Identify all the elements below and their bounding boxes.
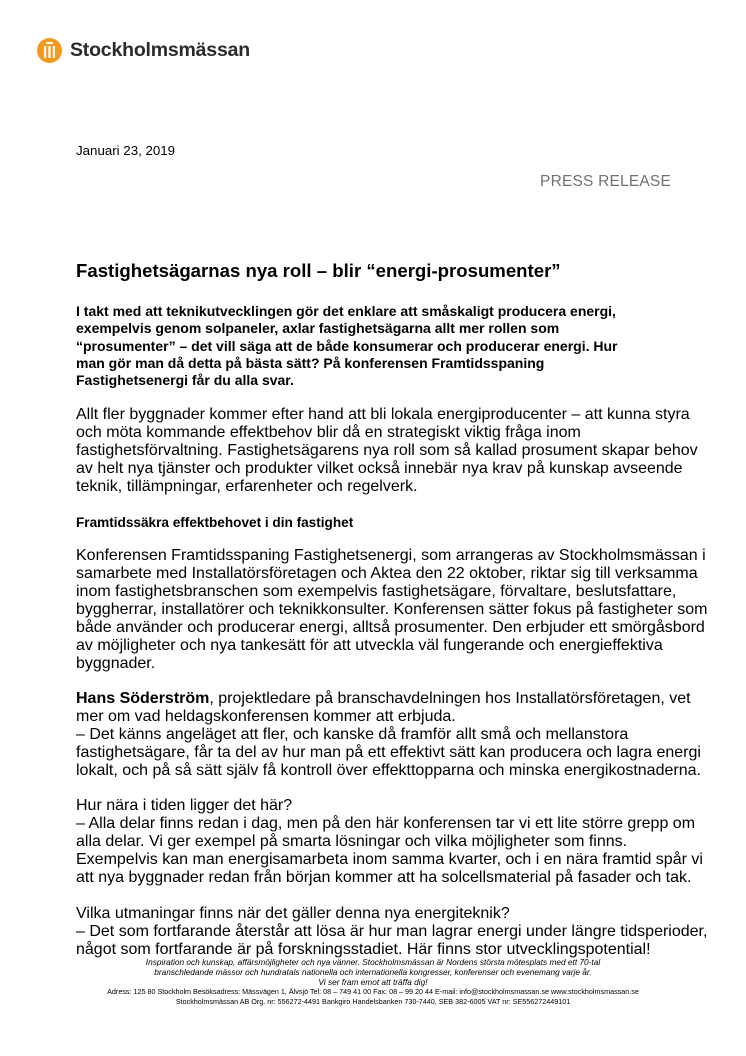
lead-line: man gör man då detta på bästa sätt? På konferensen Framtidsspaning bbox=[76, 354, 545, 371]
text-line: – Alla delar finns redan i dag, men på den här konferensen tar vi ett lite större grepp om bbox=[76, 815, 696, 833]
footer-tagline: Vi ser fram emot att träffa dig! bbox=[318, 977, 428, 987]
page-footer bbox=[0, 957, 746, 1006]
text-line: att nya byggnader redan från början kommer att ha solcellsmaterial på fasader och tak. bbox=[76, 869, 692, 887]
lead-paragraph bbox=[76, 303, 676, 389]
text-line: – Det som fortfarande återstår att lösa är hur man lagrar energi under längre tidsperioder, bbox=[76, 922, 708, 940]
paragraph-2 bbox=[76, 546, 708, 673]
footer-address: Adress: 125 80 Stockholm Besöksadress: Mässvägen 1, Älvsjö Tel: 08 – 749 41 00 Fax: 08 – 99 20 44 E-mail: info@stockholmsmassan.se www.stockholmsmassan.se bbox=[107, 987, 639, 996]
lead-line: I takt med att teknikutvecklingen gör det enklare att småskaligt producera energi, bbox=[76, 303, 616, 319]
text-line: fastighetsägare, får ta del av hur man på ett effektivt sätt kan producera och lagra energi bbox=[76, 744, 701, 762]
text-line: Allt fler byggnader kommer efter hand att bli lokala energiproducenter – att kunna styra bbox=[76, 406, 690, 424]
text-line: och möta kommande effektbehov blir då en strategiskt viktig fråga inom bbox=[76, 424, 581, 442]
text-line: inom fastighetsbranschen som exempelvis fastighetsägare, förvaltare, beslutsfattare, bbox=[76, 582, 677, 600]
text-line: Vilka utmaningar finns när det gäller denna nya energiteknik? bbox=[76, 904, 510, 922]
text-line: både använder och producerar energi, alltså prosumenter. Den erbjuder ett smörgåsbord bbox=[76, 618, 705, 636]
text-line: alla delar. Vi ger exempel på smarta lösningar och vilka möjligheter som finns. bbox=[76, 833, 628, 851]
paragraph-1 bbox=[76, 406, 698, 496]
text-line bbox=[76, 690, 691, 708]
article-title: Fastighetsägarnas nya roll – blir “energi-prosumenter” bbox=[76, 260, 561, 281]
text-line: Exempelvis kan man energisamarbeta inom samma kvarter, och i en nära framtid spår vi bbox=[76, 851, 703, 869]
lead-line: exempelvis genom solpaneler, axlar fastighetsägarna allt mer rollen som bbox=[76, 320, 560, 337]
footer-tagline: Inspiration och kunskap, affärsmöjligheter och nya vänner. Stockholmsmässan är Nordens största mötesplats med ett 70-tal bbox=[145, 957, 601, 967]
text-line: samarbete med Installatörsföretagen och Aktea den 22 oktober, riktar sig till verksamma bbox=[76, 564, 698, 582]
brand-name: Stockholmsmässan bbox=[70, 39, 250, 61]
person-name: Hans Söderström bbox=[76, 690, 210, 708]
press-release-label: PRESS RELEASE bbox=[540, 173, 671, 190]
release-date: Januari 23, 2019 bbox=[76, 143, 176, 158]
subheading: Framtidssäkra effektbehovet i din fastighet bbox=[76, 514, 354, 530]
text-line: mer om vad heldagskonferensen kommer att erbjuda. bbox=[76, 708, 456, 726]
text-line: lokalt, och på så sätt själv få kontroll över effekttopparna och minska energikostnaderna. bbox=[76, 762, 701, 780]
text-line: byggnader. bbox=[76, 654, 156, 672]
article-body bbox=[76, 260, 708, 976]
text-line: – Det känns angeläget att fler, och kanske då framför allt små och mellanstora bbox=[76, 726, 629, 744]
text-line: något som fortfarande är på forskningsstadiet. Här finns stor utvecklingspotential! bbox=[76, 940, 651, 958]
brand-logo-icon bbox=[37, 38, 62, 63]
text-line: byggherrar, installatörer och teknikkonsulter. Konferensen sätter fokus på fastigheter som bbox=[76, 600, 708, 618]
lead-line: “prosumenter” – det vill säga att de både konsumerar och producerar energi. Hur bbox=[76, 337, 618, 354]
text-line: teknik, tillämpningar, erfarenheter och regelverk. bbox=[76, 478, 418, 496]
text-line: Hur nära i tiden ligger det här? bbox=[76, 797, 293, 815]
paragraph-4 bbox=[76, 797, 703, 887]
footer-tagline: branschledande mässor och hundratals nationella och internationella kongresser, konferenser och evenemang varje år. bbox=[154, 967, 592, 977]
logo bbox=[37, 38, 250, 63]
text-fragment: , projektledare på branschavdelningen hos Installatörsföretagen, vet bbox=[209, 690, 691, 708]
paragraph-3 bbox=[76, 690, 701, 780]
text-line: av helt nya tjänster och produkter vilket också innebär nya krav på kunskap avseende bbox=[76, 460, 683, 478]
text-line: fastighetsförvaltning. Fastighetsägarens nya roll som så kallad prosument skapar behov bbox=[76, 442, 698, 460]
paragraph-5 bbox=[76, 904, 708, 959]
footer-company-info: Stockholmsmässan AB Org. nr: 556272-4491 Bankgiro Handelsbanken 730-7440, SEB 382-6005 VAT nr: SE556272449101 bbox=[175, 996, 571, 1006]
lead-line: Fastighetsenergi får du alla svar. bbox=[76, 372, 294, 389]
text-line: Konferensen Framtidsspaning Fastighetsenergi, som arrangeras av Stockholmsmässan i bbox=[76, 546, 706, 564]
text-line: av möjligheter och nya tankesätt för att utveckla väl fungerande och energieffektiva bbox=[76, 636, 663, 654]
